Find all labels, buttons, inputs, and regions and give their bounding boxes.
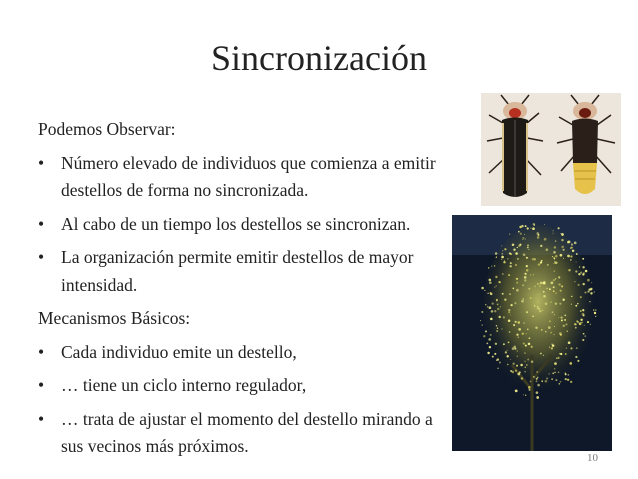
bullet-dot: • (38, 247, 45, 267)
bullet-item (38, 244, 458, 299)
bullet-text: Al cabo de un tiempo los destellos se sincronizan. (61, 213, 411, 234)
bullet-item (38, 372, 458, 400)
bullet-item (38, 406, 458, 461)
bullet-text: … trata de ajustar el momento del destello mirando a sus vecinos más próximos. (61, 408, 433, 456)
bullet-item (38, 150, 458, 205)
slide-body (38, 116, 458, 467)
bullet-text: … tiene un ciclo interno regulador, (61, 375, 307, 395)
bullet-text: La organización permite emitir destellos de mayor intensidad. (61, 247, 414, 295)
section-heading-observar: Podemos Observar: (38, 119, 176, 139)
bullet-dot: • (38, 408, 45, 429)
section-heading-mecanismos: Mecanismos Básicos: (38, 308, 191, 328)
glowing-fireflies-tree-image (452, 215, 612, 451)
page-number: 10 (587, 452, 598, 464)
bullet-dot: • (38, 213, 45, 234)
bullet-dot: • (38, 375, 45, 395)
bullet-item (38, 339, 458, 367)
firefly-beetles-drawing (481, 93, 621, 206)
bullet-dot: • (38, 341, 45, 362)
bullet-text: Número elevado de individuos que comienza a emitir destellos de forma no sincronizada. (61, 152, 436, 200)
bullet-dot: • (38, 152, 45, 173)
slide-title: Sincronización (211, 38, 427, 78)
bullet-text: Cada individuo emite un destello, (61, 341, 297, 362)
glowing-fireflies-drawing (452, 215, 612, 451)
firefly-beetles-image (481, 93, 621, 206)
bullet-item (38, 211, 458, 239)
